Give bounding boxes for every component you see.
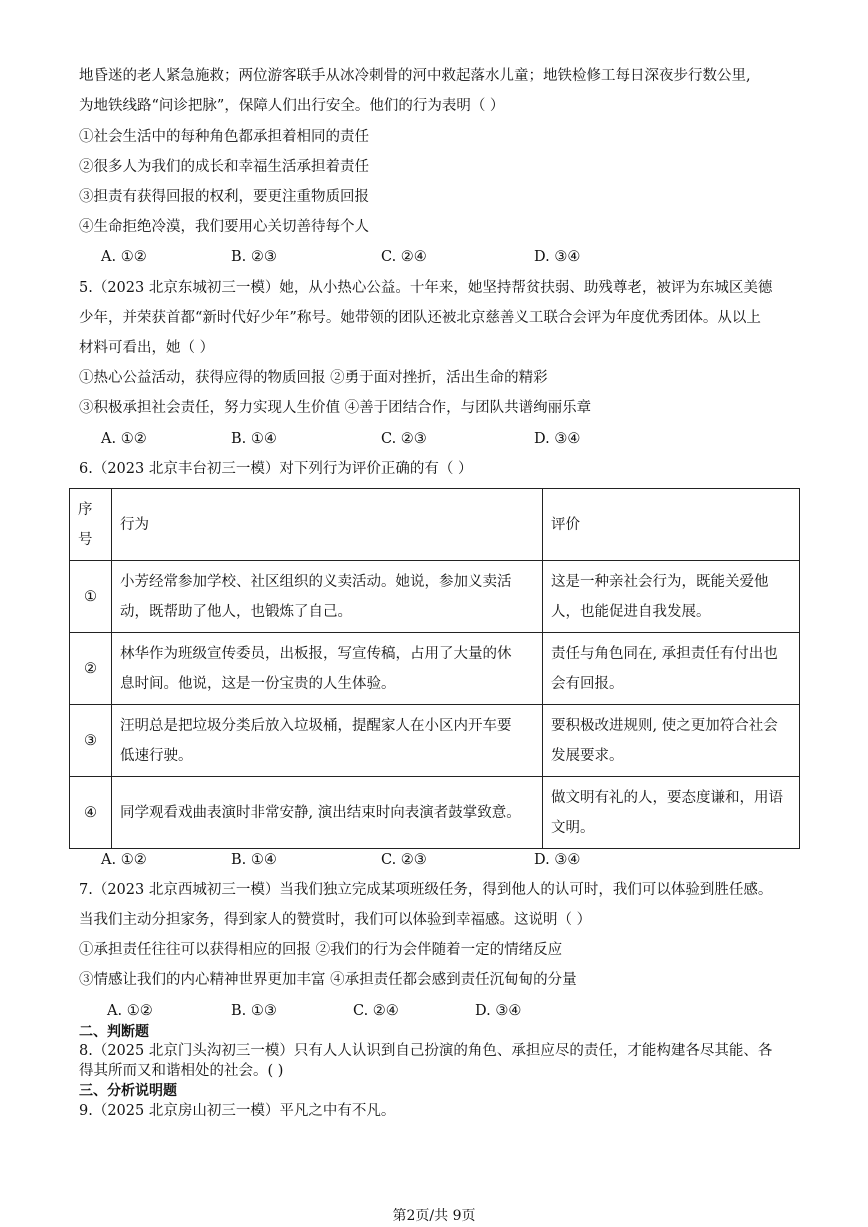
q7-option-b: B. ①③ xyxy=(231,1003,277,1019)
table-row xyxy=(70,705,800,777)
table-row xyxy=(70,561,800,633)
behavior-line: 低速行驶。 xyxy=(120,747,193,764)
q5-stem-line3: 材料可看出，她（ ） xyxy=(79,340,215,356)
section-heading-analysis: 三、分析说明题 xyxy=(79,1083,177,1099)
q4-option-a: A. ①② xyxy=(101,249,147,265)
q7-items-row1: ①承担责任往往可以获得相应的回报 ②我们的行为会伴随着一定的情绪反应 xyxy=(79,942,563,958)
q4-option-b: B. ②③ xyxy=(231,249,277,265)
q5-items-row2: ③积极承担社会责任，努力实现人生价值 ④善于团结合作，与团队共谱绚丽乐章 xyxy=(79,400,592,416)
table-header-row xyxy=(70,489,800,561)
q7-option-a: A. ①② xyxy=(107,1003,153,1019)
q5-option-a: A. ①② xyxy=(101,431,147,447)
evaluation-table xyxy=(69,488,800,849)
q8-stem-line2: 得其所而又和谐相处的社会。( ) xyxy=(79,1063,284,1079)
evaluation-line: 这是一种亲社会行为，既能关爱他 xyxy=(551,573,769,590)
header-evaluation: 评价 xyxy=(543,489,800,561)
q4-item-2: ②很多人为我们的成长和幸福生活承担着责任 xyxy=(79,159,369,175)
evaluation-line: 文明。 xyxy=(551,819,595,836)
q7-stem-line1: 7.（2023 北京西城初三一模）当我们独立完成某项班级任务，得到他人的认可时，我们可以体验到胜任感。 xyxy=(79,882,773,898)
row-evaluation xyxy=(543,633,800,705)
header-behavior: 行为 xyxy=(112,489,543,561)
section-heading-judgement: 二、判断题 xyxy=(79,1024,149,1040)
q4-item-3: ③担责有获得回报的权利，要更注重物质回报 xyxy=(79,189,369,205)
q5-items-row1: ①热心公益活动，获得应得的物质回报 ②勇于面对挫折，活出生命的精彩 xyxy=(79,370,548,386)
q5-option-c: C. ②③ xyxy=(381,431,427,447)
row-evaluation xyxy=(543,561,800,633)
row-index: ④ xyxy=(70,777,112,849)
q6-option-a: A. ①② xyxy=(101,852,147,868)
q4-item-4: ④生命拒绝冷漠，我们要用心关切善待每个人 xyxy=(79,219,369,235)
behavior-line: 同学观看戏曲表演时非常安静, 演出结束时向表演者鼓掌致意。 xyxy=(120,804,521,821)
row-behavior xyxy=(112,633,543,705)
row-behavior xyxy=(112,561,543,633)
q6-stem: 6.（2023 北京丰台初三一模）对下列行为评价正确的有（ ） xyxy=(79,461,473,477)
q5-stem-line1: 5.（2023 北京东城初三一模）她，从小热心公益。十年来，她坚持帮贫扶弱、助残尊老，被评为东城区美德 xyxy=(79,280,773,296)
header-index-text: 序号 xyxy=(78,501,93,548)
q4-item-1: ①社会生活中的每种角色都承担着相同的责任 xyxy=(79,129,369,145)
evaluation-line: 发展要求。 xyxy=(551,747,624,764)
q6-option-c: C. ②③ xyxy=(381,852,427,868)
q7-option-c: C. ②④ xyxy=(353,1003,399,1019)
behavior-line: 动，既帮助了他人，也锻炼了自己。 xyxy=(120,603,352,620)
table-row xyxy=(70,633,800,705)
q9-stem: 9.（2025 北京房山初三一模）平凡之中有不凡。 xyxy=(79,1103,396,1119)
q8-stem-line1: 8.（2025 北京门头沟初三一模）只有人人认识到自己扮演的角色、承担应尽的责任，才能构建各尽其能、各 xyxy=(79,1043,773,1059)
row-evaluation xyxy=(543,777,800,849)
behavior-line: 林华作为班级宣传委员，出板报，写宣传稿，占用了大量的休 xyxy=(120,645,512,662)
row-index: ② xyxy=(70,633,112,705)
evaluation-line: 责任与角色同在, 承担责任有付出也 xyxy=(551,645,778,662)
evaluation-line: 人，也能促进自我发展。 xyxy=(551,603,711,620)
evaluation-line: 要积极改进规则, 使之更加符合社会 xyxy=(551,717,778,734)
row-behavior xyxy=(112,777,543,849)
q4-stem-line1: 地昏迷的老人紧急施救；两位游客联手从冰冷刺骨的河中救起落水儿童；地铁检修工每日深夜步行数公里, xyxy=(79,68,751,84)
q5-options xyxy=(79,429,639,449)
behavior-line: 汪明总是把垃圾分类后放入垃圾桶，提醒家人在小区内开车要 xyxy=(120,717,512,734)
q6-options xyxy=(79,850,639,870)
q6-option-d: D. ③④ xyxy=(534,852,581,868)
row-index: ③ xyxy=(70,705,112,777)
q6-option-b: B. ①④ xyxy=(231,852,277,868)
q4-stem-line2: 为地铁线路“问诊把脉”，保障人们出行安全。他们的行为表明（ ） xyxy=(79,98,505,114)
evaluation-line: 做文明有礼的人，要态度谦和，用语 xyxy=(551,789,783,806)
row-behavior xyxy=(112,705,543,777)
header-index xyxy=(70,489,112,561)
row-evaluation xyxy=(543,705,800,777)
q4-options xyxy=(79,247,639,267)
q5-option-b: B. ①④ xyxy=(231,431,277,447)
q4-option-c: C. ②④ xyxy=(381,249,427,265)
q7-options xyxy=(79,1001,639,1021)
evaluation-line: 会有回报。 xyxy=(551,675,624,692)
q5-stem-line2: 少年，并荣获首都“新时代好少年”称号。她带领的团队还被北京慈善义工联合会评为年度优秀团体。从以上 xyxy=(79,310,761,326)
row-index: ① xyxy=(70,561,112,633)
behavior-line: 息时间。他说，这是一份宝贵的人生体验。 xyxy=(120,675,396,692)
behavior-line: 小芳经常参加学校、社区组织的义卖活动。她说，参加义卖活 xyxy=(120,573,512,590)
q5-option-d: D. ③④ xyxy=(534,431,581,447)
q7-option-d: D. ③④ xyxy=(475,1003,522,1019)
page-footer: 第2页/共 9页 xyxy=(392,1208,476,1224)
table-row xyxy=(70,777,800,849)
q7-items-row2: ③情感让我们的内心精神世界更加丰富 ④承担责任都会感到责任沉甸甸的分量 xyxy=(79,972,577,988)
q4-option-d: D. ③④ xyxy=(534,249,581,265)
q7-stem-line2: 当我们主动分担家务，得到家人的赞赏时，我们可以体验到幸福感。这说明（ ） xyxy=(79,912,592,928)
